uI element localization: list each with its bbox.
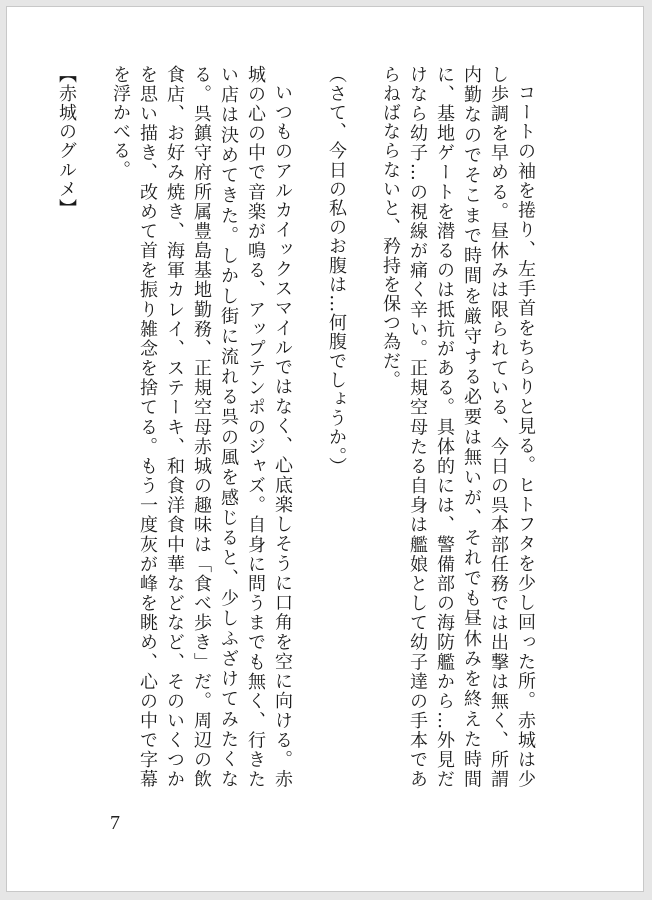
paragraph-inner-thought: （さて、今日の私のお腹は…何腹でしょうか。） [326,65,347,477]
page-number: 7 [110,812,120,834]
vertical-text-body [56,65,539,789]
blank-line [80,65,107,789]
document-page [6,6,644,892]
blank-line [296,65,323,789]
paragraph-opening: コートの袖を捲り、左手首をちらりと見る。ヒトフタを少し回った所。赤城は少し歩調を早める。昼休みは限られている、今日の呉本部任務では出撃は無く、所謂内勤なのでそこまで時間を厳守する必要は無いが、それでも昼休みを終えた時間に、基地ゲートを潜るのは抵抗がある。具体的には、警備部の海防艦から…外見だけなら幼子…の視線が痛く辛い。正規空母たる自身は艦娘として幼子達の手本であらねばならないと、矜持を保つ為だ。 [380,65,536,789]
blank-line [350,65,377,789]
section-heading: 【赤城のグルメ】 [56,65,77,218]
paragraph-akagi-hobby: いつものアルカイックスマイルではなく、心底楽しそうに口角を空に向ける。赤城の心の中で音楽が鳴る、アップテンポのジャズ。自身に問うまでも無く、行きたい店は決めてきた。しかし街に流れる呉の風を感じると、少しふざけてみたくなる。呉鎮守府所属豊島基地勤務、正規空母赤城の趣味は「食べ歩き」だ。周辺の飲食店、お好み焼き、海軍カレイ、ステーキ、和食洋食中華などなど、そのいくつかを思い描き、改めて首を振り雑念を捨てる。もう一度灰が峰を眺め、心の中で字幕を浮かべる。 [110,65,293,789]
